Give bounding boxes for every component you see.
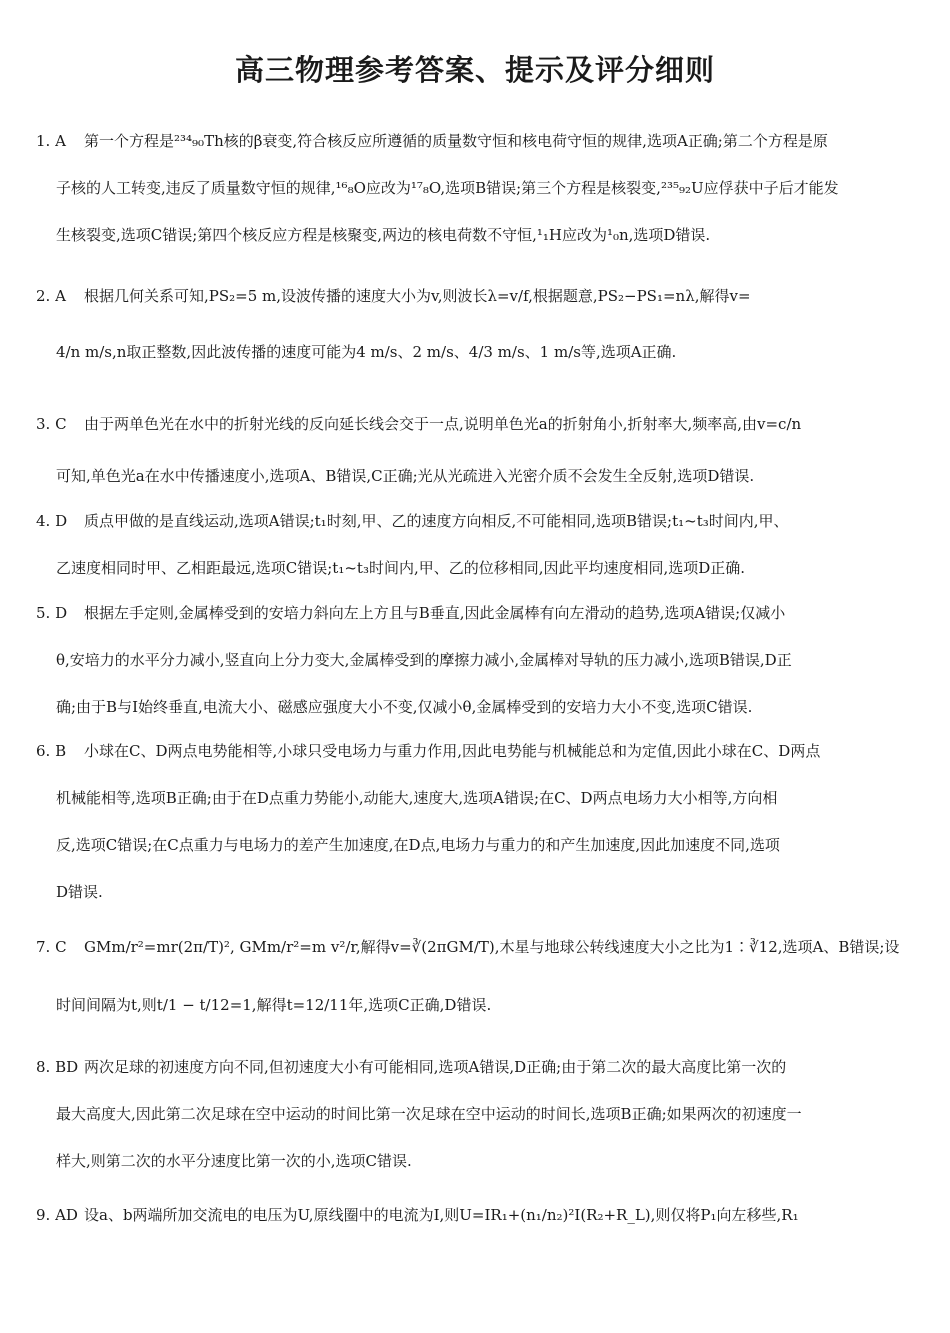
answer-number: 7. C (36, 938, 67, 956)
answer-item (36, 1044, 916, 1185)
answer-line: 小球在C、D两点电势能相等,小球只受电场力与重力作用,因此电势能与机械能总和为定值,因此小球在C、D两点 (84, 742, 821, 760)
answer-line: 4/n m/s,n取正整数,因此波传播的速度可能为4 m/s、2 m/s、4/3 m/s、1 m/s等,选项A正确. (56, 343, 677, 361)
answer-line: 根据左手定则,金属棒受到的安培力斜向左上方且与B垂直,因此金属棒有向左滑动的趋势,选项A错误;仅减小 (84, 604, 786, 622)
answer-item (36, 918, 916, 1034)
answer-line: 由于两单色光在水中的折射光线的反向延长线会交于一点,说明单色光a的折射角小,折射率大,频率高,由v=c/n (84, 415, 802, 433)
answer-item (36, 118, 916, 259)
answer-number: 9. AD (36, 1206, 78, 1224)
answer-line: 样大,则第二次的水平分速度比第一次的小,选项C错误. (56, 1152, 412, 1170)
answer-number: 6. B (36, 742, 67, 760)
answer-number: 5. D (36, 604, 68, 622)
answer-number: 8. BD (36, 1058, 79, 1076)
page-title: 高三物理参考答案、提示及评分细则 (234, 53, 715, 87)
answer-item (36, 498, 916, 592)
answer-number: 4. D (36, 512, 68, 530)
answer-line: D错误. (56, 883, 103, 901)
answer-item (36, 398, 916, 502)
answer-number: 1. A (36, 132, 66, 150)
answer-item (36, 728, 916, 916)
answer-line: 根据几何关系可知,PS₂=5 m,设波传播的速度大小为v,则波长λ=v/f,根据题意,PS₂−PS₁=nλ,解得v= (84, 287, 751, 305)
answer-line: 设a、b两端所加交流电的电压为U,原线圈中的电流为I,则U=IR₁+(n₁/n₂)²I(R₂+R_L),则仅将P₁向左移些,R₁ (84, 1206, 799, 1224)
answer-line: 时间间隔为t,则t/1 − t/12=1,解得t=12/11年,选项C正确,D错误. (56, 996, 492, 1014)
answer-line: 可知,单色光a在水中传播速度小,选项A、B错误,C正确;光从光疏进入光密介质不会发生全反射,选项D错误. (56, 467, 755, 485)
answer-line: 两次足球的初速度方向不同,但初速度大小有可能相同,选项A错误,D正确;由于第二次的最大高度比第一次的 (84, 1058, 787, 1076)
answer-item (36, 590, 916, 731)
answer-line: θ,安培力的水平分力减小,竖直向上分力变大,金属棒受到的摩擦力减小,金属棒对导轨的压力减小,选项B错误,D正 (56, 651, 792, 669)
answer-line: 乙速度相同时甲、乙相距最远,选项C错误;t₁~t₃时间内,甲、乙的位移相同,因此平均速度相同,选项D正确. (56, 559, 746, 577)
answer-line: GMm/r²=mr(2π/T)², GMm/r²=m v²/r,解得v=∛(2πGM/T),木星与地球公转线速度大小之比为1∶∛12,选项A、B错误;设 (84, 938, 900, 956)
answer-number: 3. C (36, 415, 67, 433)
answer-line: 子核的人工转变,违反了质量数守恒的规律,¹⁶₈O应改为¹⁷₈O,选项B错误;第三个方程是核裂变,²³⁵₉₂U应俘获中子后才能发 (56, 179, 839, 197)
answer-line: 质点甲做的是直线运动,选项A错误;t₁时刻,甲、乙的速度方向相反,不可能相同,选项B错误;t₁~t₃时间内,甲、 (84, 512, 789, 530)
answer-line: 机械能相等,选项B正确;由于在D点重力势能小,动能大,速度大,选项A错误;在C、D两点电场力大小相等,方向相 (56, 789, 778, 807)
answer-line: 确;由于B与I始终垂直,电流大小、磁感应强度大小不变,仅减小θ,金属棒受到的安培力大小不变,选项C错误. (56, 698, 753, 716)
answer-line: 反,选项C错误;在C点重力与电场力的差产生加速度,在D点,电场力与重力的和产生加速度,因此加速度不同,选项 (56, 836, 780, 854)
answer-line: 最大高度大,因此第二次足球在空中运动的时间比第一次足球在空中运动的时间长,选项B正确;如果两次的初速度一 (56, 1105, 802, 1123)
answer-item (36, 1192, 916, 1239)
answer-number: 2. A (36, 287, 66, 305)
answer-line: 第一个方程是²³⁴₉₀Th核的β衰变,符合核反应所遵循的质量数守恒和核电荷守恒的规律,选项A正确;第二个方程是原 (84, 132, 828, 150)
answer-line: 生核裂变,选项C错误;第四个核反应方程是核聚变,两边的核电荷数不守恒,¹₁H应改为¹₀n,选项D错误. (56, 226, 711, 244)
answer-item (36, 268, 916, 380)
